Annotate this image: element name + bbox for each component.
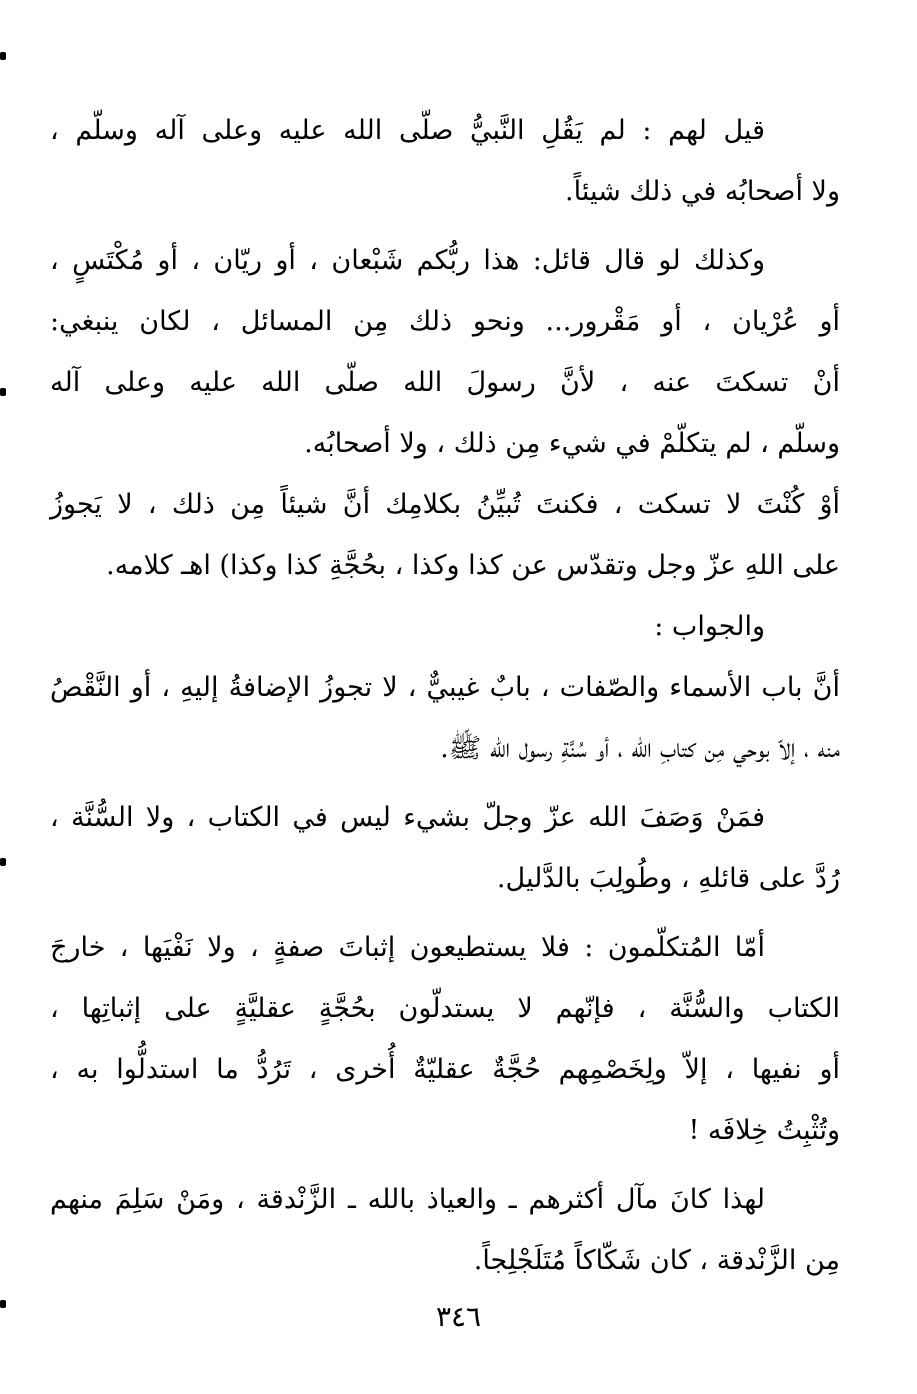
text-line: على اللهِ عزّ وجل وتقدّس عن كذا وكذا ، بحُجَّةِ كذا وكذا) اهـ كلامه. <box>106 550 840 581</box>
paragraph-7 <box>50 1169 840 1291</box>
text-line: أو نفيها ، إلاّ ولِخَصْمِهم حُجَّةٌ عقليّةٌ أُخرى ، تَرُدُّ ما استدلُّوا به ، <box>50 1054 840 1085</box>
paragraph-3 <box>50 474 840 596</box>
margin-mark-middle-left <box>0 388 6 396</box>
text-line: والجواب : <box>654 611 765 642</box>
paragraph-1 <box>50 100 840 222</box>
text-line: وتُثْبِتُ خِلافَه ! <box>688 1115 840 1146</box>
page-body-text <box>50 100 840 1291</box>
text-line: رُدَّ على قائلهِ ، وطُولِبَ بالدَّليل. <box>496 863 840 894</box>
text-line: أنْ تسكتَ عنه ، لأنَّ رسولَ الله صلّى الله عليه وعلى آله <box>50 367 840 398</box>
text-line: منه ، إلاّ بوحي مِن كتابِ الله ، أو سُنَّةِ رسول الله ﷺ. <box>440 733 840 764</box>
paragraph-4 <box>50 657 840 779</box>
text-line: فمَنْ وَصَفَ الله عزّ وجلّ بشيء ليس في الكتاب ، ولا السُّنَّة ، <box>50 802 765 833</box>
text-line: ولا أصحابُه في ذلك شيئاً. <box>565 176 840 207</box>
paragraph-6 <box>50 917 840 1161</box>
answer-heading <box>50 596 840 657</box>
margin-mark-top-left <box>0 52 6 60</box>
text-line: الكتاب والسُّنَّة ، فإنّهم لا يستدلّون بحُجَّةٍ عقليَّةٍ على إثباتِها ، <box>50 993 840 1024</box>
text-line: أو عُرْيان ، أو مَقْرور... ونحو ذلك مِن المسائل ، لكان ينبغي: <box>50 306 840 337</box>
page-number: ٣٤٦ <box>435 1300 482 1333</box>
text-line: لهذا كانَ مآل أكثرهم ـ والعياذ بالله ـ الزَّنْدقة ، ومَنْ سَلِمَ منهم <box>50 1184 765 1215</box>
text-line: قيل لهم : لم يَقُلِ النَّبيُّ صلّى الله عليه وعلى آله وسلّم ، <box>50 115 765 146</box>
margin-mark-lower-left <box>0 858 6 866</box>
paragraph-2 <box>50 230 840 474</box>
text-line: أمّا المُتكلّمون : فلا يستطيعون إثباتَ صفةٍ ، ولا نَفْيَها ، خارجَ <box>50 932 765 963</box>
text-line: وكذلك لو قال قائل: هذا ربُّكم شَبْعان ، أو ريّان ، أو مُكْتَسٍ ، <box>50 245 765 276</box>
text-line: أنَّ باب الأسماء والصّفات ، بابٌ غيبيٌّ ، لا تجوزُ الإضافةُ إليهِ ، أو النَّقْصُ <box>50 672 840 703</box>
text-line: وسلّم ، لم يتكلّمْ في شيء مِن ذلك ، ولا أصحابُه. <box>304 428 840 459</box>
text-line: أوْ كُنْتَ لا تسكت ، فكنتَ تُبيِّنُ بكلامِك أنَّ شيئاً مِن ذلك ، لا يَجوزُ <box>50 489 840 520</box>
text-line: مِن الزَّنْدقة ، كان شَكّاكاً مُتَلَجْلِجاً. <box>473 1245 840 1276</box>
paragraph-5 <box>50 787 840 909</box>
